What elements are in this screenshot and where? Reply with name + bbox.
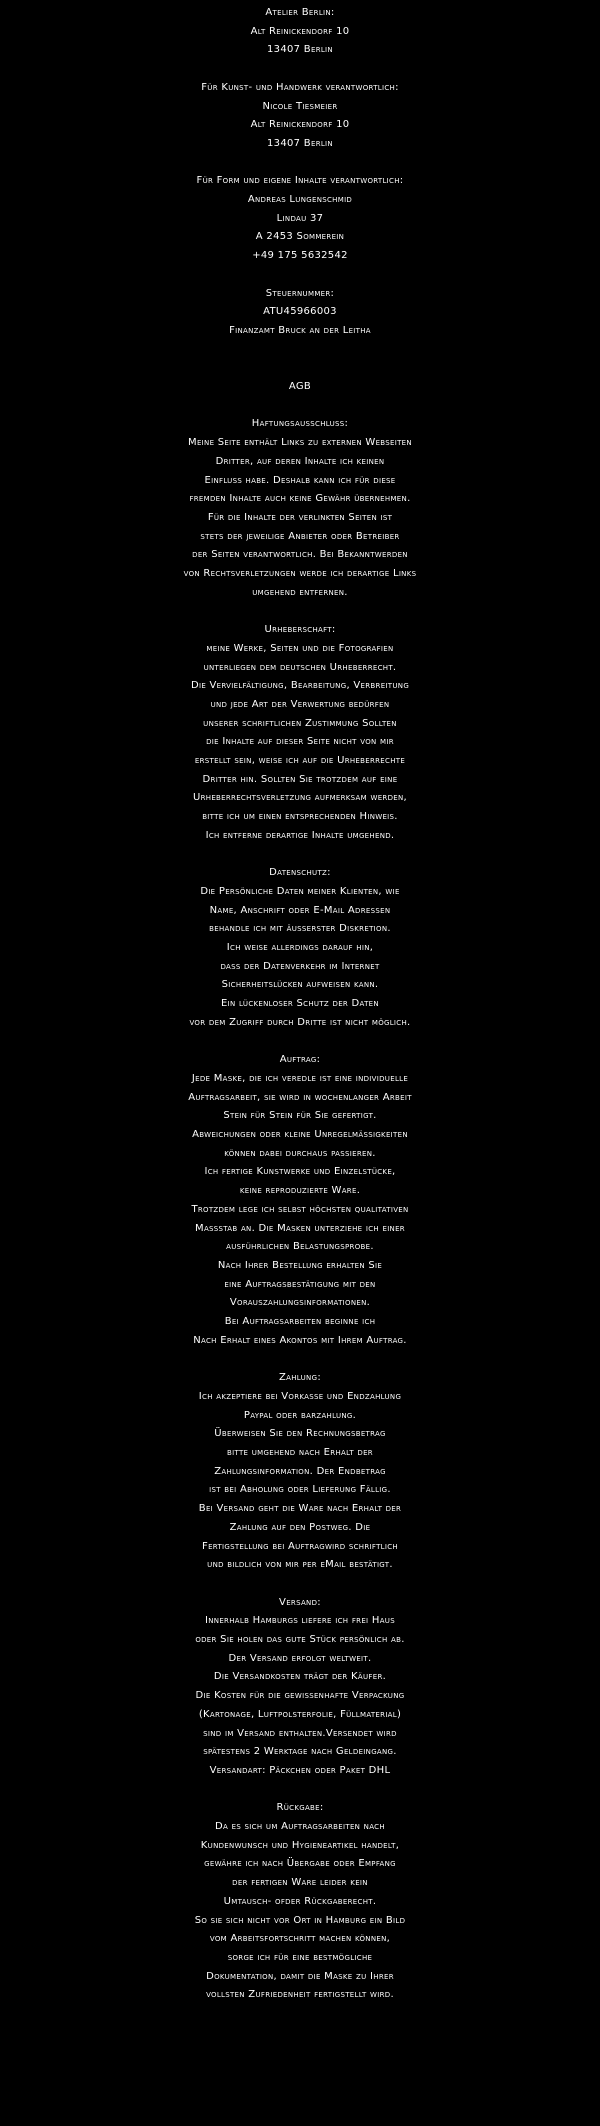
text-line: die Inhalte auf dieser Seite nicht von mir bbox=[206, 736, 394, 748]
text-line: A 2453 Sommerein bbox=[255, 231, 345, 243]
section-heading: Zahlung: bbox=[278, 1372, 321, 1384]
text-line: umgehend entfernen. bbox=[252, 586, 348, 598]
text-line: Nach Ihrer Bestellung erhalten Sie bbox=[217, 1259, 383, 1271]
text-line: Sicherheitslücken aufweisen kann. bbox=[221, 979, 379, 991]
text-line: Fertigstellung bei Auftragwird schriftlich bbox=[202, 1540, 398, 1552]
section-datenschutz bbox=[0, 864, 600, 1032]
text-line: meine Werke, Seiten und die Fotografien bbox=[206, 642, 394, 654]
text-line: Stein für Stein für Sie gefertigt. bbox=[223, 1110, 377, 1122]
text-line: Abweichungen oder kleine Unregelmässigkeiten bbox=[192, 1129, 408, 1141]
text-line: Name, Anschrift oder E-Mail Adressen bbox=[209, 904, 391, 916]
text-line: unserer schriftlichen Zustimmung Sollten bbox=[203, 717, 397, 729]
section-heading: Haftungsausschluss: bbox=[251, 418, 349, 430]
text-line: Zahlung auf den Postweg. Die bbox=[229, 1521, 371, 1533]
text-line: Überweisen Sie den Rechnungsbetrag bbox=[214, 1428, 386, 1440]
text-line: Versandart: Päckchen oder Paket DHL bbox=[209, 1764, 391, 1776]
text-line: Massstab an. Die Masken unterziehe ich einer bbox=[195, 1222, 405, 1234]
text-line: und bildlich von mir per eMail bestätigt. bbox=[207, 1559, 393, 1571]
text-line: Die Persönliche Daten meiner Klienten, wie bbox=[200, 885, 400, 897]
text-line: Die Kosten für die gewissenhafte Verpackung bbox=[195, 1690, 405, 1702]
text-line: Vorauszahlungsinformationen. bbox=[229, 1297, 371, 1309]
text-line: Urheberrechtsverletzung aufmerksam werden, bbox=[192, 792, 408, 804]
text-line: von Rechtsverletzungen werde ich derartige Links bbox=[183, 568, 417, 580]
text-line: 13407 Berlin bbox=[267, 137, 333, 149]
text-line: Nicole Tiesmeier bbox=[262, 100, 338, 112]
text-line: Auftragsarbeit, sie wird in wochenlanger Arbeit bbox=[188, 1091, 412, 1103]
text-line: unterliegen dem deutschen Urheberrecht. bbox=[203, 661, 397, 673]
text-line: sorge ich für eine bestmögliche bbox=[227, 1951, 373, 1963]
text-line: Ich entferne derartige Inhalte umgehend. bbox=[205, 829, 395, 841]
section-form-inhalte bbox=[0, 172, 600, 266]
text-line: Kundenwunsch und Hygieneartikel handelt, bbox=[200, 1839, 400, 1851]
text-line: 13407 Berlin bbox=[267, 44, 333, 56]
text-line: behandle ich mit äusserster Diskretion. bbox=[209, 923, 391, 935]
section-zahlung bbox=[0, 1369, 600, 1575]
text-line: ATU45966003 bbox=[263, 306, 337, 318]
text-line: ausführlichen Belastungsprobe. bbox=[226, 1241, 374, 1253]
text-line: Zahlungsinformation. Der Endbetrag bbox=[214, 1465, 386, 1477]
text-line: gewähre ich nach Übergabe oder Empfang bbox=[204, 1858, 396, 1870]
text-line: vollsten Zufriedenheit fertigstellt wird. bbox=[206, 1989, 394, 2001]
text-line: Nach Erhalt eines Akontos mit Ihrem Auftrag. bbox=[193, 1334, 407, 1346]
section-steuer bbox=[0, 285, 600, 341]
text-line: der Seiten verantwortlich. Bei Bekanntwerden bbox=[192, 549, 408, 561]
text-line: Lindau 37 bbox=[276, 212, 324, 224]
text-line: Paypal oder barzahlung. bbox=[243, 1409, 357, 1421]
section-agb bbox=[0, 378, 600, 397]
text-line: Der Versand erfolgt weltweit. bbox=[228, 1652, 372, 1664]
section-haftung bbox=[0, 415, 600, 602]
text-line: Finanzamt Bruck an der Leitha bbox=[229, 324, 371, 336]
text-line: Für die Inhalte der verlinkten Seiten ist bbox=[207, 511, 393, 523]
text-line: ist bei Abholung oder Lieferung Fällig. bbox=[209, 1484, 391, 1496]
section-atelier bbox=[0, 4, 600, 60]
text-line: Trotzdem lege ich selbst höchsten qualitativen bbox=[191, 1203, 409, 1215]
text-line: Einfluss habe. Deshalb kann ich für diese bbox=[204, 474, 396, 486]
text-line: Ich weise allerdings darauf hin, bbox=[226, 942, 374, 954]
text-line: Dokumentation, damit die Maske zu Ihrer bbox=[206, 1970, 394, 1982]
section-heading: Für Form und eigene Inhalte verantwortlich: bbox=[196, 175, 404, 187]
text-line: spätestens 2 Werktage nach Geldeingang. bbox=[203, 1746, 397, 1758]
section-heading: Versand: bbox=[279, 1596, 321, 1608]
text-line: Alt Reinickendorf 10 bbox=[250, 119, 350, 131]
section-auftrag bbox=[0, 1051, 600, 1350]
text-line: Umtausch- ofder Rückgaberecht. bbox=[223, 1895, 377, 1907]
section-rueckgabe bbox=[0, 1799, 600, 2005]
section-heading: Rückgabe: bbox=[276, 1802, 324, 1814]
text-line: können dabei durchaus passieren. bbox=[224, 1147, 376, 1159]
section-heading: Atelier Berlin: bbox=[265, 7, 335, 18]
text-line: der fertigen Ware leider kein bbox=[232, 1877, 368, 1889]
section-heading: Steuernummer: bbox=[265, 287, 335, 299]
text-line: So sie sich nicht vor Ort in Hamburg ein Bild bbox=[194, 1914, 406, 1926]
text-line: (Kartonage, Luftpolsterfolie, Füllmaterial) bbox=[198, 1708, 402, 1720]
impressum-text bbox=[0, 4, 600, 2005]
text-line: oder Sie holen das gute Stück persönlich ab. bbox=[195, 1634, 405, 1646]
text-line: dass der Datenverkehr im Internet bbox=[220, 960, 380, 972]
text-line: eine Auftragsbestätigung mit den bbox=[224, 1278, 376, 1290]
section-urheber bbox=[0, 621, 600, 845]
text-line: Dritter hin. Sollten Sie trotzdem auf eine bbox=[202, 773, 398, 785]
text-line: Jede Maske, die ich veredle ist eine individuelle bbox=[191, 1072, 409, 1084]
section-heading: AGB bbox=[288, 381, 312, 392]
section-heading: Für Kunst- und Handwerk verantwortlich: bbox=[201, 81, 399, 93]
section-heading: Auftrag: bbox=[279, 1054, 321, 1066]
text-line: fremden Inhalte auch keine Gewähr übernehmen. bbox=[189, 493, 411, 505]
section-versand bbox=[0, 1594, 600, 1781]
text-line: Die Versandkosten trägt der Käufer. bbox=[213, 1671, 387, 1683]
text-line: stets der jeweilige Anbieter oder Betreiber bbox=[200, 530, 400, 542]
text-line: Ich fertige Kunstwerke und Einzelstücke, bbox=[204, 1166, 396, 1178]
section-heading: Urheberschaft: bbox=[264, 624, 336, 636]
text-line: vor dem Zugriff durch Dritte ist nicht möglich. bbox=[189, 1016, 411, 1028]
text-line: +49 175 5632542 bbox=[252, 250, 348, 262]
text-line: Bei Auftragsarbeiten beginne ich bbox=[224, 1316, 376, 1328]
text-line: Ein lückenloser Schutz der Daten bbox=[221, 998, 379, 1010]
text-line: Da es sich um Auftragsarbeiten nach bbox=[215, 1821, 385, 1833]
text-line: keine reproduzierte Ware. bbox=[239, 1185, 361, 1197]
text-line: bitte ich um einen entsprechenden Hinweis. bbox=[202, 811, 398, 823]
text-line: bitte umgehend nach Erhalt der bbox=[227, 1447, 373, 1458]
text-line: Ich akzeptiere bei Vorkasse und Endzahlung bbox=[198, 1390, 402, 1402]
section-heading: Datenschutz: bbox=[269, 867, 331, 879]
text-line: Dritter, auf deren Inhalte ich keinen bbox=[215, 455, 385, 467]
text-line: erstellt sein, weise ich auf die Urheberrechte bbox=[194, 755, 406, 767]
text-line: vom Arbeitsfortschritt machen können, bbox=[209, 1933, 391, 1945]
text-line: Andreas Lungenschmid bbox=[247, 194, 353, 205]
text-line: sind im Versand enthalten.Versendet wird bbox=[203, 1727, 397, 1739]
text-line: Innerhalb Hamburgs liefere ich frei Haus bbox=[205, 1615, 395, 1627]
text-line: Die Vervielfältigung, Bearbeitung, Verbreitung bbox=[190, 680, 410, 692]
section-kunst-handwerk bbox=[0, 79, 600, 154]
text-line: Bei Versand geht die Ware nach Erhalt der bbox=[198, 1503, 402, 1515]
text-line: Alt Reinickendorf 10 bbox=[250, 25, 350, 37]
text-line: Meine Seite enthält Links zu externen Webseiten bbox=[188, 437, 412, 449]
text-line: und jede Art der Verwertung bedürfen bbox=[210, 698, 390, 710]
